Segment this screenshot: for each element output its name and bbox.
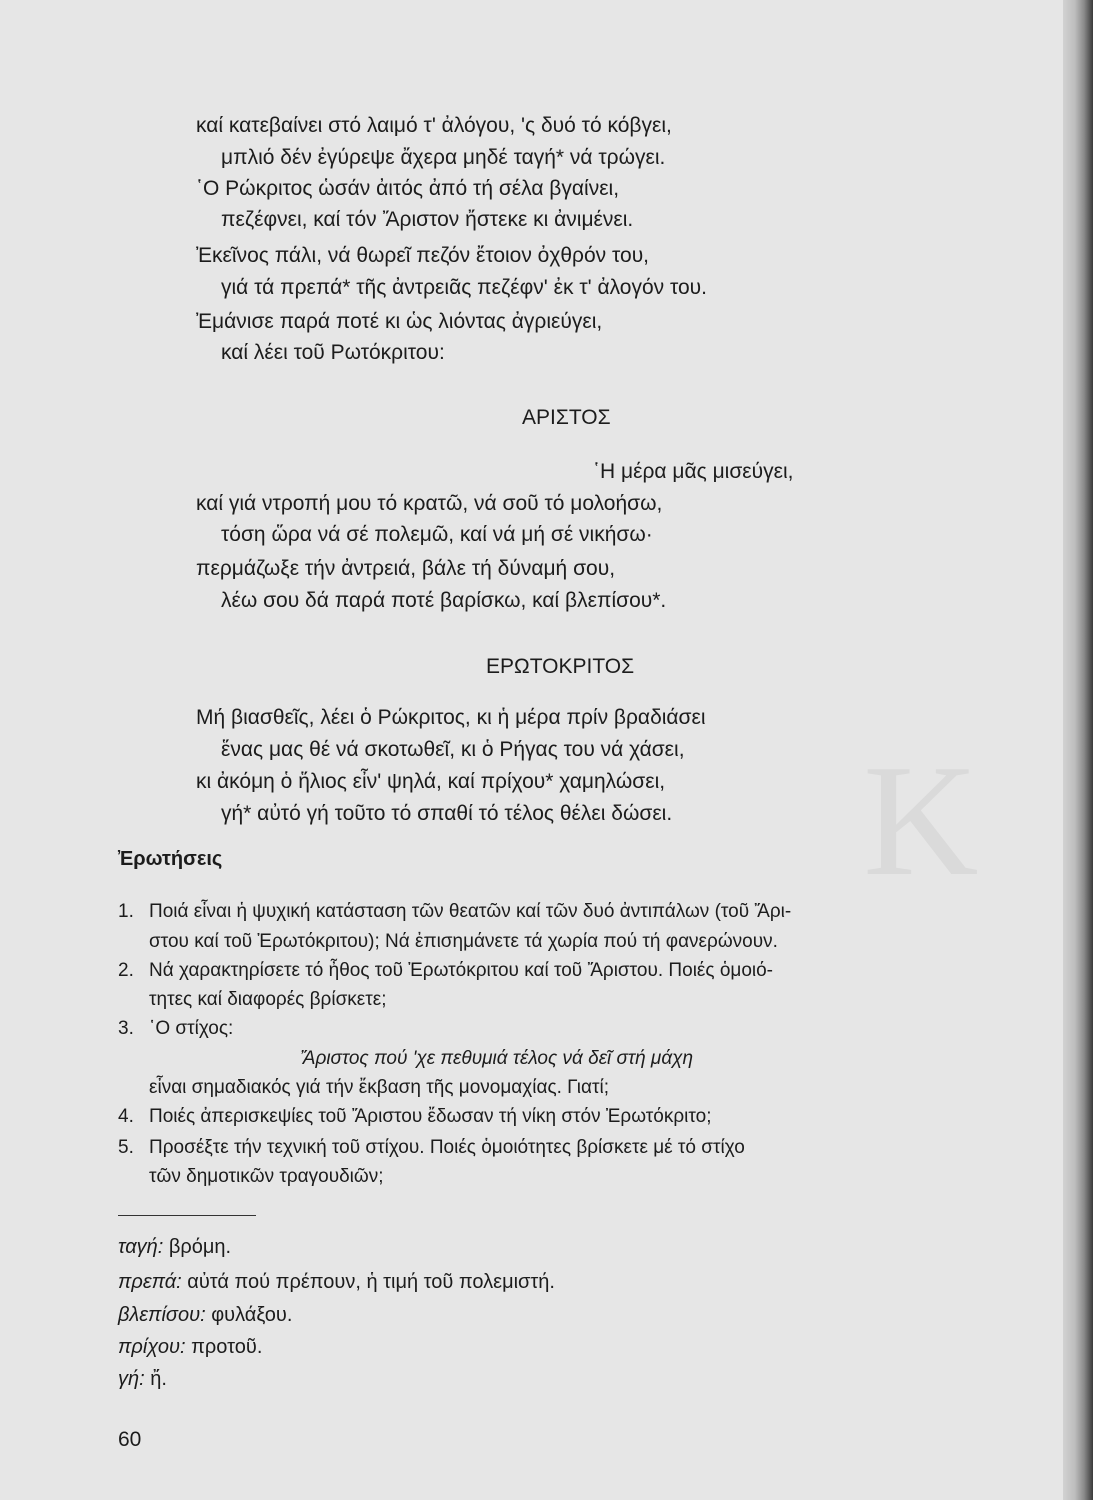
speaker-name-erotokritos: ΕΡΩΤΟΚΡΙΤΟΣ xyxy=(486,655,635,678)
question-number: 1. xyxy=(118,901,134,922)
question-text: Νά χαρακτηρίσετε τό ἦθος τοῦ Ἐρωτόκριτου καί τοῦ Ἄριστου. Ποιές ὁμοιό- xyxy=(149,960,774,981)
footnote xyxy=(118,1368,167,1391)
verse-line: κι ἀκόμη ὁ ἥλιος εἶν' ψηλά, καί πρίχου* χαμηλώσει, xyxy=(196,770,666,793)
footnote-definition: βρόμη. xyxy=(168,1236,232,1258)
footnote-term: πρίχου: xyxy=(118,1336,186,1358)
footnote xyxy=(118,1304,292,1327)
footnote-definition: φυλάξου. xyxy=(211,1304,293,1326)
speaker-name-aristos: ΑΡΙΣΤΟΣ xyxy=(522,406,611,429)
verse-line: γιά τά πρεπά* τῆς ἀντρειᾶς πεζέφν' ἐκ τ' ἀλογόν του. xyxy=(221,276,707,299)
question-text: ῾Ο στίχος: xyxy=(149,1018,234,1039)
verse-line: Ἐμάνισε παρά ποτέ κι ὡς λιόντας ἀγριεύγει, xyxy=(196,310,603,333)
questions-heading: Ἐρωτήσεις xyxy=(118,848,223,870)
page-number: 60 xyxy=(118,1428,142,1451)
footnote-term: ταγή: xyxy=(118,1236,164,1258)
question-text: τητες καί διαφορές βρίσκετε; xyxy=(149,989,387,1010)
verse-line: πεζέφνει, καί τόν Ἄριστον ἤστεκε κι ἀνιμένει. xyxy=(221,208,634,231)
book-spine-shadow xyxy=(1063,0,1093,1500)
question-text: Ποιές ἀπερισκεψίες τοῦ Ἄριστου ἔδωσαν τή νίκη στόν Ἐρωτόκριτο; xyxy=(149,1106,712,1127)
footnote-term: γή: xyxy=(118,1368,145,1390)
footnote-definition: ἤ. xyxy=(150,1368,167,1390)
footnote-definition: προτοῦ. xyxy=(191,1336,263,1358)
question-text: Ποιά εἶναι ἡ ψυχική κατάσταση τῶν θεατῶν καί τῶν δυό ἀντιπάλων (τοῦ Ἄρι- xyxy=(149,901,792,922)
bleed-through-initial: K xyxy=(863,731,979,909)
footnote xyxy=(118,1271,555,1294)
verse-line: καί λέει τοῦ Ρωτόκριτου: xyxy=(221,341,445,364)
footnote-definition: αὐτά πού πρέπουν, ἡ τιμή τοῦ πολεμιστή. xyxy=(187,1271,555,1293)
question-text: εἶναι σημαδιακός γιά τήν ἔκβαση τῆς μονομαχίας. Γιατί; xyxy=(149,1077,610,1098)
question-number: 4. xyxy=(118,1106,134,1127)
verse-line: γή* αὐτό γή τοῦτο τό σπαθί τό τέλος θέλει δώσει. xyxy=(221,802,673,825)
verse-line: ῾Ο Ρώκριτος ὡσάν ἀιτός ἀπό τή σέλα βγαίνει, xyxy=(196,177,620,200)
footnote-separator xyxy=(118,1215,256,1216)
verse-line: καί κατεβαίνει στό λαιμό τ' ἀλόγου, 'ς δυό τό κόβγει, xyxy=(196,114,672,137)
question-text: στου καί τοῦ Ἐρωτόκριτου); Νά ἐπισημάνετε τά χωρία πού τή φανερώνουν. xyxy=(149,931,778,952)
question-text: Προσέξτε τήν τεχνική τοῦ στίχου. Ποιές ὁμοιότητες βρίσκετε μέ τό στίχο xyxy=(149,1137,745,1158)
footnote-term: πρεπά: xyxy=(118,1271,182,1293)
quoted-verse: Ἄριστος πού 'χε πεθυμιά τέλος νά δεῖ στή μάχη xyxy=(300,1048,694,1069)
footnote xyxy=(118,1236,231,1259)
question-text: τῶν δημοτικῶν τραγουδιῶν; xyxy=(149,1166,384,1187)
verse-line: μπλιό δέν ἐγύρεψε ἄχερα μηδέ ταγή* νά τρώγει. xyxy=(221,146,666,169)
footnote-term: βλεπίσου: xyxy=(118,1304,206,1326)
question-number: 2. xyxy=(118,960,134,981)
verse-line: ἕνας μας θέ νά σκοτωθεῖ, κι ὁ Ρήγας του νά χάσει, xyxy=(221,738,685,761)
verse-line: περμάζωξε τήν ἀντρειά, βάλε τή δύναμή σου, xyxy=(196,557,616,580)
verse-line: Ἐκεῖνος πάλι, νά θωρεῖ πεζόν ἔτοιον ὀχθρόν του, xyxy=(196,244,650,267)
verse-line: ῾Η μέρα μᾶς μισεύγει, xyxy=(593,460,794,483)
question-number: 3. xyxy=(118,1018,134,1039)
verse-line: λέω σου δά παρά ποτέ βαρίσκω, καί βλεπίσου*. xyxy=(221,589,667,612)
question-number: 5. xyxy=(118,1137,134,1158)
verse-line: καί γιά ντροπή μου τό κρατῶ, νά σοῦ τό μολοήσω, xyxy=(196,492,663,515)
verse-line: Μή βιασθεῖς, λέει ὁ Ρώκριτος, κι ἡ μέρα πρίν βραδιάσει xyxy=(196,706,706,729)
footnote xyxy=(118,1336,262,1359)
verse-line: τόση ὥρα νά σέ πολεμῶ, καί νά μή σέ νικήσω· xyxy=(221,523,653,546)
